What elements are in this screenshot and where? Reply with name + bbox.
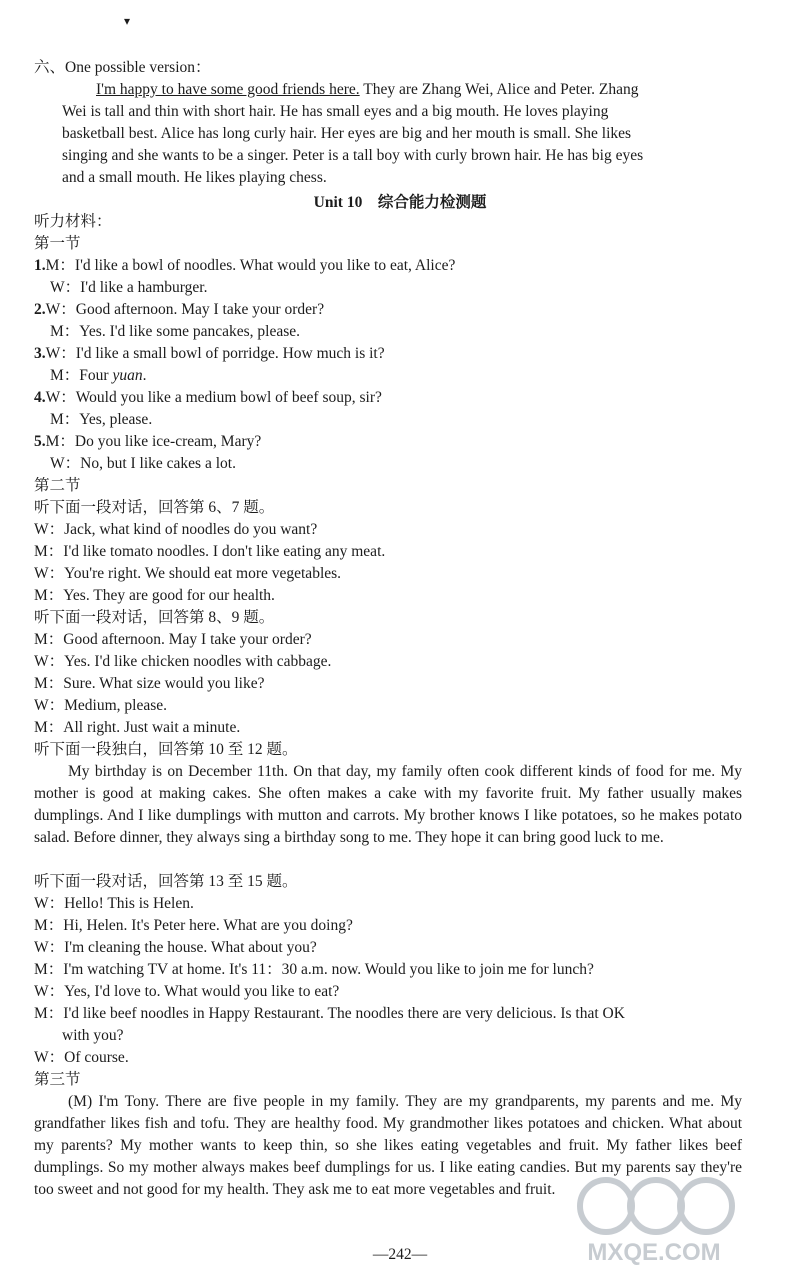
section3-heading: 第三节 xyxy=(34,1071,81,1088)
dialog-line: M：Sure. What size would you like? xyxy=(34,675,265,692)
part6-first-line-rest: They are Zhang Wei, Alice and Peter. Zhang xyxy=(359,81,639,98)
part6-line: Wei is tall and thin with short hair. He has small eyes and a big mouth. He loves playing xyxy=(62,103,609,120)
dialog3-heading: 听下面一段对话，回答第 13 至 15 题。 xyxy=(34,873,298,890)
answer-4: M：Yes, please. xyxy=(50,411,153,428)
question-number: 3. xyxy=(34,345,46,362)
dialog-line: W：Medium, please. xyxy=(34,697,168,714)
dialog-line: W：I'm cleaning the house. What about you? xyxy=(34,939,317,956)
question-number: 4. xyxy=(34,389,46,406)
part6-line: basketball best. Alice has long curly hair. Her eyes are big and her mouth is small. She likes xyxy=(62,125,632,142)
question-text: M：Do you like ice-cream, Mary? xyxy=(45,433,262,450)
part6-line: singing and she wants to be a singer. Peter is a tall boy with curly brown hair. He has big eyes xyxy=(62,147,644,164)
watermark-logo xyxy=(554,1168,754,1268)
answer-italic-word: yuan xyxy=(112,367,143,384)
dialog-line: M：All right. Just wait a minute. xyxy=(34,719,241,736)
answer-prefix: M：Four xyxy=(50,367,113,384)
dialog-line: M：Hi, Helen. It's Peter here. What are you doing? xyxy=(34,917,353,934)
question-5 xyxy=(34,432,261,452)
dialog-line: M：I'd like beef noodles in Happy Restaurant. The noodles there are very delicious. Is that OK xyxy=(34,1005,625,1022)
page-number: —242— xyxy=(372,1246,428,1263)
dialog-line: M：Good afternoon. May I take your order? xyxy=(34,631,312,648)
monologue-text: My birthday is on December 11th. On that day, my family often cook different kinds of food for me. My mother is good at making cakes. She often makes a cake with my favorite fruit. My father usually makes dumplings. And I like dumplings with mutton and carrots. My brother knows I like potatoes, so he makes potato salad. Before dinner, they always sing a birthday song to me. They hope it can bring good luck to me. xyxy=(34,763,742,846)
dialog-line: M：I'm watching TV at home. It's 11：30 a.m. now. Would you like to join me for lunch? xyxy=(34,961,594,978)
section1-heading: 第一节 xyxy=(34,235,81,252)
question-text: W：Would you like a medium bowl of beef soup, sir? xyxy=(45,389,382,406)
question-text: W：I'd like a small bowl of porridge. How much is it? xyxy=(45,345,385,362)
top-mark: ▾ xyxy=(124,14,131,28)
answer-5: W：No, but I like cakes a lot. xyxy=(50,455,236,472)
answer-1: W：I'd like a hamburger. xyxy=(50,279,208,296)
dialog-line-continued: with you? xyxy=(62,1027,124,1044)
question-text: M：I'd like a bowl of noodles. What would you like to eat, Alice? xyxy=(45,257,456,274)
section2-heading: 第二节 xyxy=(34,477,81,494)
svg-text:MXQE.COM: MXQE.COM xyxy=(587,1239,721,1266)
listening-heading: 听力材料： xyxy=(34,213,112,230)
answer-2: M：Yes. I'd like some pancakes, please. xyxy=(50,323,301,340)
question-text: W：Good afternoon. May I take your order? xyxy=(45,301,325,318)
dialog-line: W：Of course. xyxy=(34,1049,129,1066)
part6-line: and a small mouth. He likes playing chess. xyxy=(62,169,327,186)
question-2 xyxy=(34,300,324,320)
part6-heading: 六、One possible version： xyxy=(34,59,211,76)
dialog-line: W：Jack, what kind of noodles do you want? xyxy=(34,521,318,538)
section3-text: (M) I'm Tony. There are five people in my family. They are my grandparents, my parents and me. My grandfather likes fish and tofu. They are healthy food. My grandmother likes potatoes and chicken. What about my parents? My mother wants to keep thin, so she likes eating vegetables and fruit. My father likes beef dumplings. So my mother always makes beef dumplings for us. I like eating candies. But my parents say they're too sweet and not good for my health. They ask me to eat more vegetables and fruit. xyxy=(34,1093,742,1198)
dialog-line: W：You're right. We should eat more vegetables. xyxy=(34,565,342,582)
dialog-line: W：Yes, I'd love to. What would you like to eat? xyxy=(34,983,340,1000)
monologue-paragraph xyxy=(34,761,742,849)
dialog-line: W：Yes. I'd like chicken noodles with cabbage. xyxy=(34,653,332,670)
dialog-line: M：Yes. They are good for our health. xyxy=(34,587,275,604)
unit-title: Unit 10 综合能力检测题 xyxy=(313,194,487,211)
part6-underlined-sentence: I'm happy to have some good friends here. xyxy=(96,81,360,98)
question-number: 2. xyxy=(34,301,46,318)
question-number: 1. xyxy=(34,257,46,274)
dialog1-heading: 听下面一段对话，回答第 6、7 题。 xyxy=(34,499,275,516)
part6-first-line xyxy=(96,80,638,100)
question-3 xyxy=(34,344,385,364)
question-number: 5. xyxy=(34,433,46,450)
answer-3 xyxy=(50,366,146,386)
answer-suffix: . xyxy=(142,367,147,384)
question-4 xyxy=(34,388,382,408)
question-1 xyxy=(34,256,455,276)
dialog-line: W：Hello! This is Helen. xyxy=(34,895,194,912)
dialog2-heading: 听下面一段对话，回答第 8、9 题。 xyxy=(34,609,275,626)
monologue-heading: 听下面一段独白，回答第 10 至 12 题。 xyxy=(34,741,298,758)
dialog-line: M：I'd like tomato noodles. I don't like eating any meat. xyxy=(34,543,386,560)
